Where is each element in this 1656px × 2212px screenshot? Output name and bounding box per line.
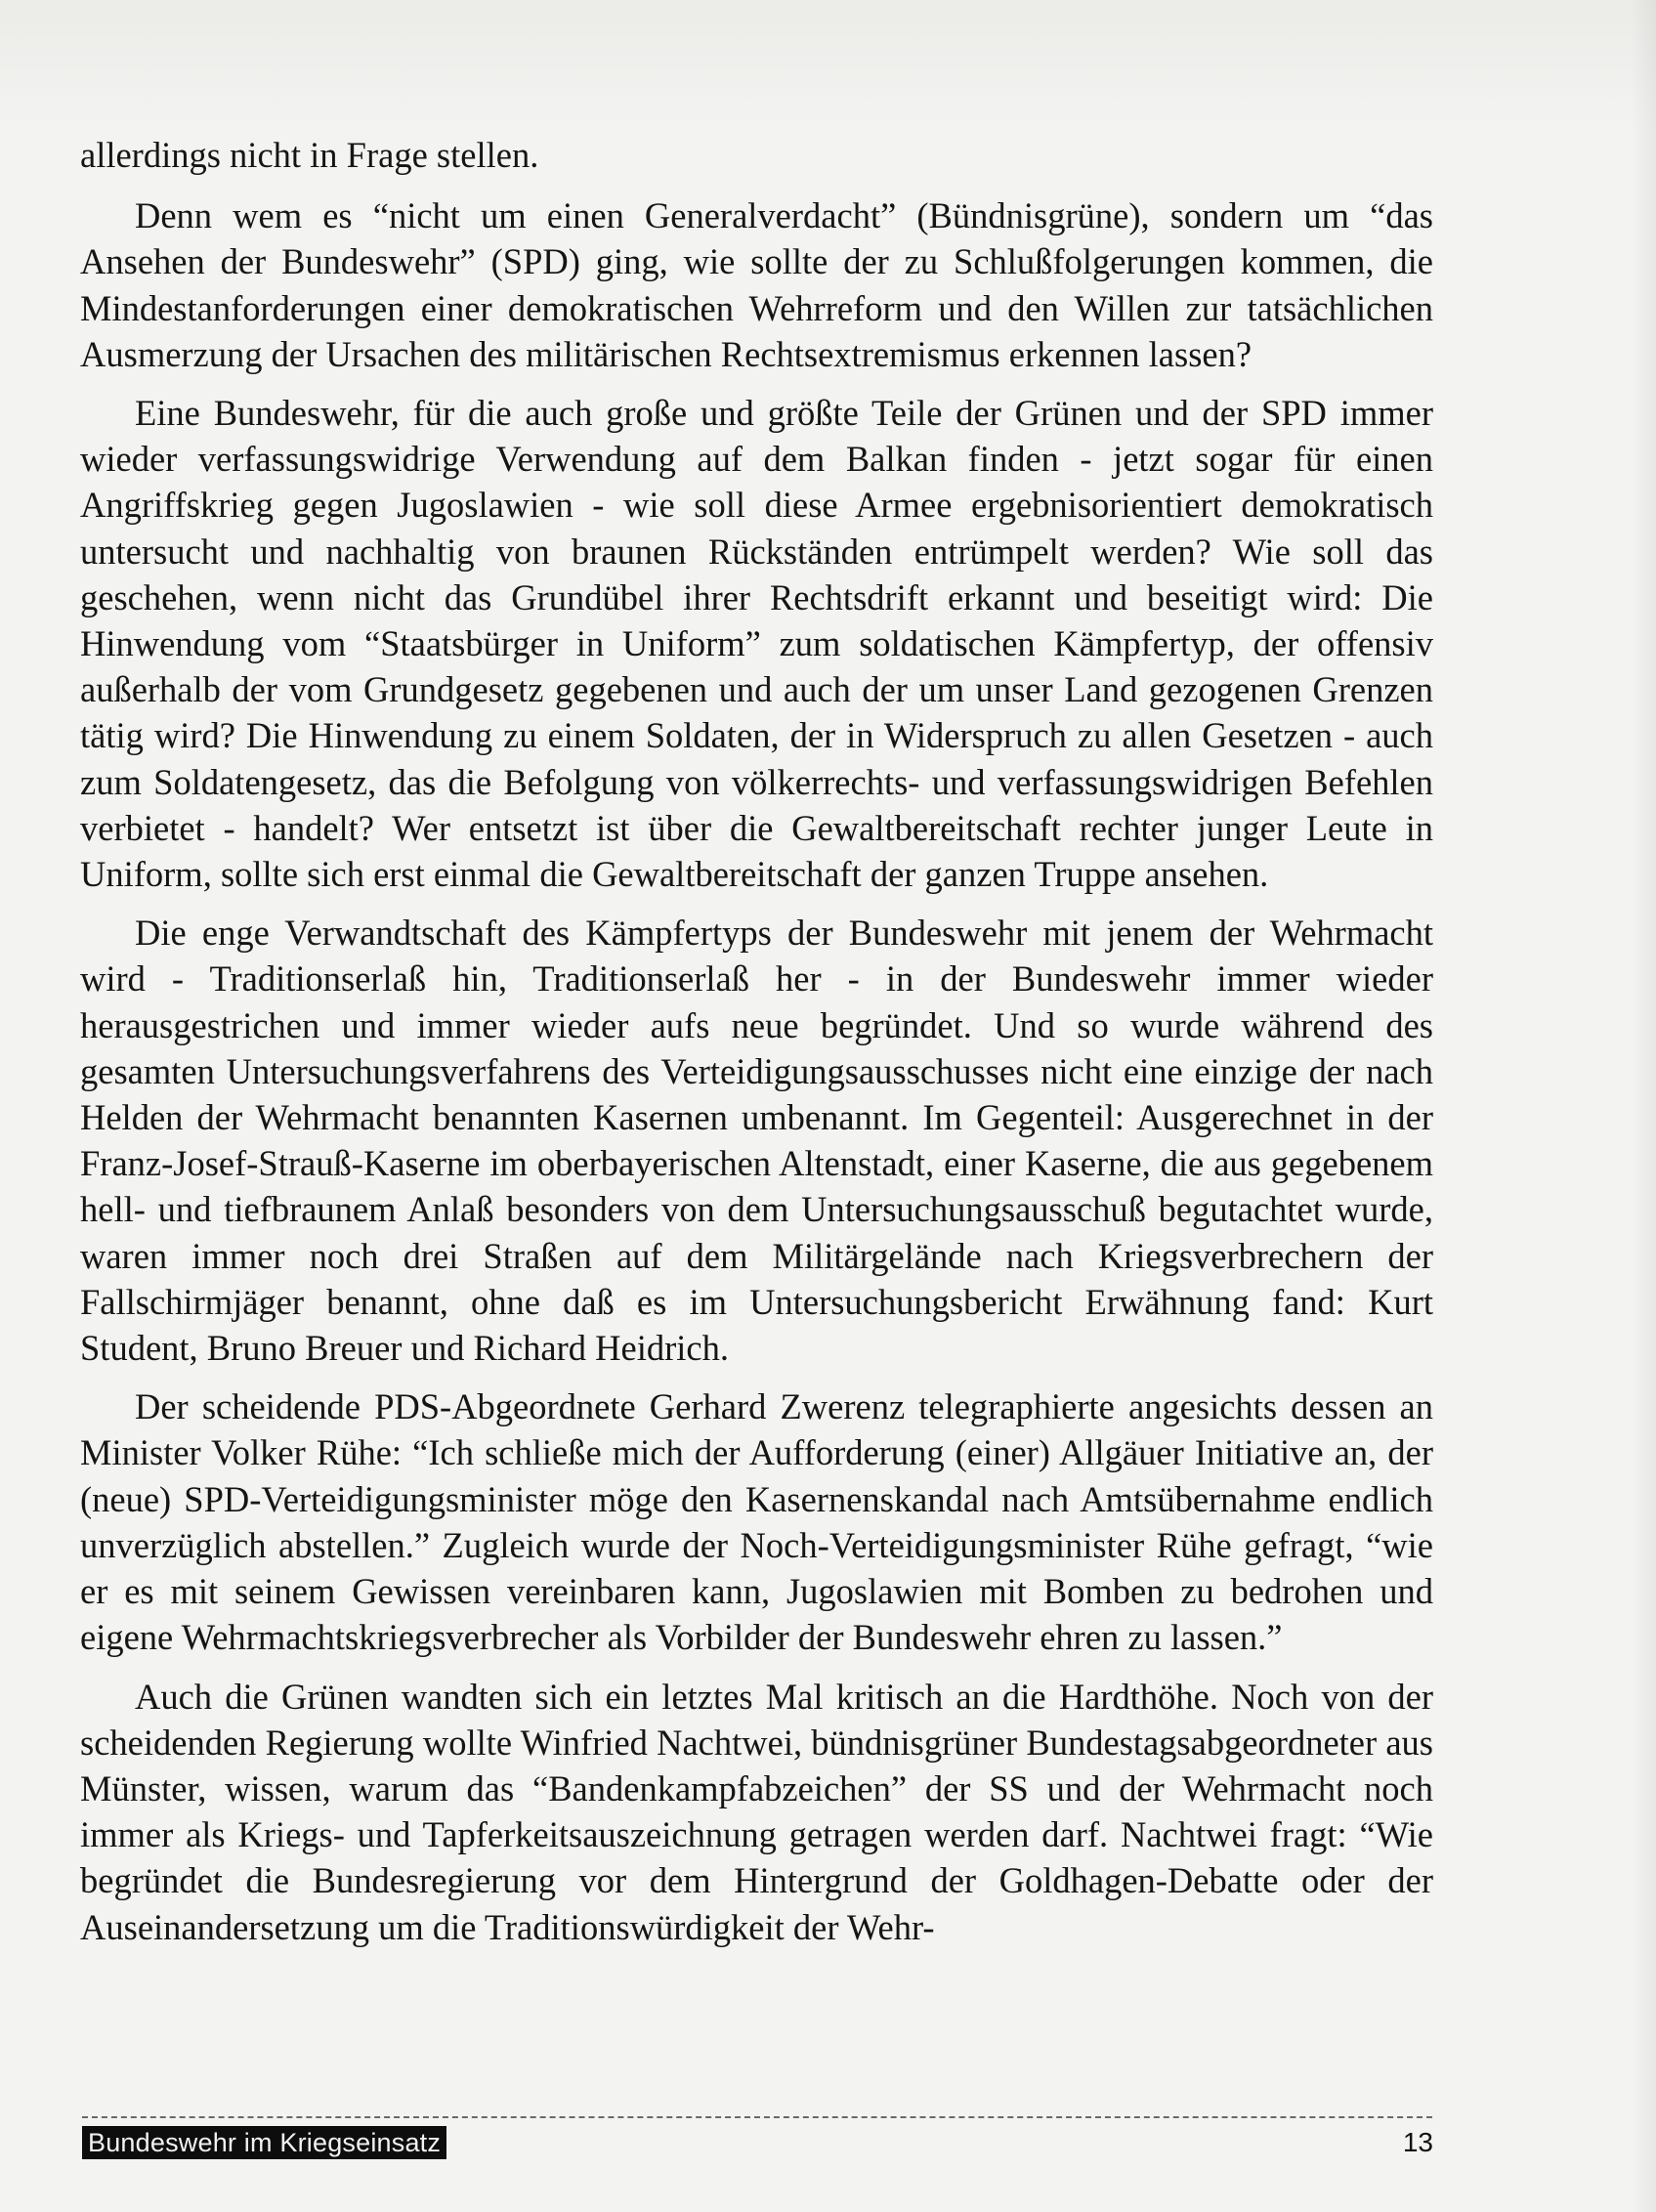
paragraph-zwerenz: Der scheidende PDS-Abgeordnete Gerhard Zwerenz telegraphierte angesichts dessen an Minister Volker Rühe: “Ich schließe mich der Aufforderung (einer) Allgäuer Initiative an, der (neue) SPD-Verteidigungsminister möge den Kasernenskandal nach Amtsübernahme endlich unverzüglich abstellen.” Zugleich wurde der Noch-Verteidigungsminister Rühe gefragt, “wie er es mit seinem Gewissen vereinbaren kann, Jugoslawien mit Bomben zu bedrohen und eigene Wehrmachtskriegsverbrecher als Vorbilder der Bundeswehr ehren zu lassen.”	[80, 1386, 1433, 1658]
paragraph-kaempfertyp-wehrmacht: Die enge Verwandtschaft des Kämpfertyps der Bundeswehr mit jenem der Wehrmacht wird - Traditionserlaß hin, Traditionserlaß her - in der Bundeswehr immer wieder herausgestrichen und immer wieder aufs neue begründet. Und so wurde während des gesamten Untersuchungsverfahrens des Verteidigungsausschusses nicht eine einzige der nach Helden der Wehrmacht benannten Kasernen umbenannt. Im Gegenteil: Ausgerechnet in der Franz-Josef-Strauß-Kaserne im oberbayerischen Altenstadt, einer Kaserne, die aus gegebenem hell- und tiefbraunem Anlaß besonders von dem Untersuchungsausschuß begutachtet wurde, waren immer noch drei Straßen auf dem Militärgelände nach Kriegsverbrechern der Fallschirmjäger benannt, ohne daß es im Untersuchungsbericht Erwähnung fand: Kurt Student, Bruno Breuer und Richard Heidrich.	[80, 913, 1433, 1369]
footer-book-title: Bundeswehr im Kriegseinsatz	[82, 2126, 446, 2159]
paragraph-bundeswehr-balkan: Eine Bundeswehr, für die auch große und größte Teile der Grünen und der SPD immer wieder verfassungswidrige Verwendung auf dem Balkan finden - jetzt sogar für einen Angriffskrieg gegen Jugoslawien - wie soll diese Armee ergebnisorientiert demokratisch untersucht und nachhaltig von braunen Rückständen entrümpelt werden? Wie soll das geschehen, wenn nicht das Grundübel ihrer Rechtsdrift erkannt und beseitigt wird: Die Hinwendung vom “Staatsbürger in Uniform” zum soldatischen Kämpfertyp, der offensiv außerhalb der vom Grundgesetz gegebenen und auch der um unser Land gezogenen Grenzen tätig wird? Die Hinwendung zu einem Soldaten, der in Widerspruch zu allen Gesetzen - auch zum Soldatengesetz, das die Befolgung von völkerrechts- und verfassungswidrigen Befehlen verbietet - handelt? Wer entsetzt ist über die Gewaltbereitschaft rechter junger Leute in Uniform, sollte sich erst einmal die Gewaltbereitschaft der ganzen Truppe ansehen.	[80, 393, 1433, 895]
page-background-top	[0, 0, 1656, 127]
paragraph-continuation: allerdings nicht in Frage stellen.	[80, 135, 539, 175]
body-text	[80, 132, 1433, 1963]
paragraph-gruene-nachtwei: Auch die Grünen wandten sich ein letztes Mal kritisch an die Hardthöhe. Noch von der scheidenden Regierung wollte Winfried Nachtwei, bündnisgrüner Bundestagsabgeordneter aus Münster, wissen, warum das “Bandenkampfabzeichen” der SS und der Wehrmacht noch immer als Kriegs- und Tapferkeitsauszeichnung getragen werden darf. Nachtwei fragt: “Wie begründet die Bundesregierung vor dem Hintergrund der Goldhagen-Debatte oder der Auseinandersetzung um die Traditionswürdigkeit der Wehr-	[80, 1676, 1433, 1947]
footer-divider	[82, 2116, 1432, 2118]
page-number: 13	[1402, 2127, 1433, 2157]
paragraph-generalverdacht: Denn wem es “nicht um einen Generalverdacht” (Bündnisgrüne), sondern um “das Ansehen der Bundeswehr” (SPD) ging, wie sollte der zu Schlußfolgerungen kommen, die Mindestanforderungen einer demokratischen Wehrreform und den Willen zur tatsächlichen Ausmerzung der Ursachen des militärischen Rechtsextremismus erkennen lassen?	[80, 195, 1433, 374]
page-right-edge	[1631, 0, 1656, 2212]
